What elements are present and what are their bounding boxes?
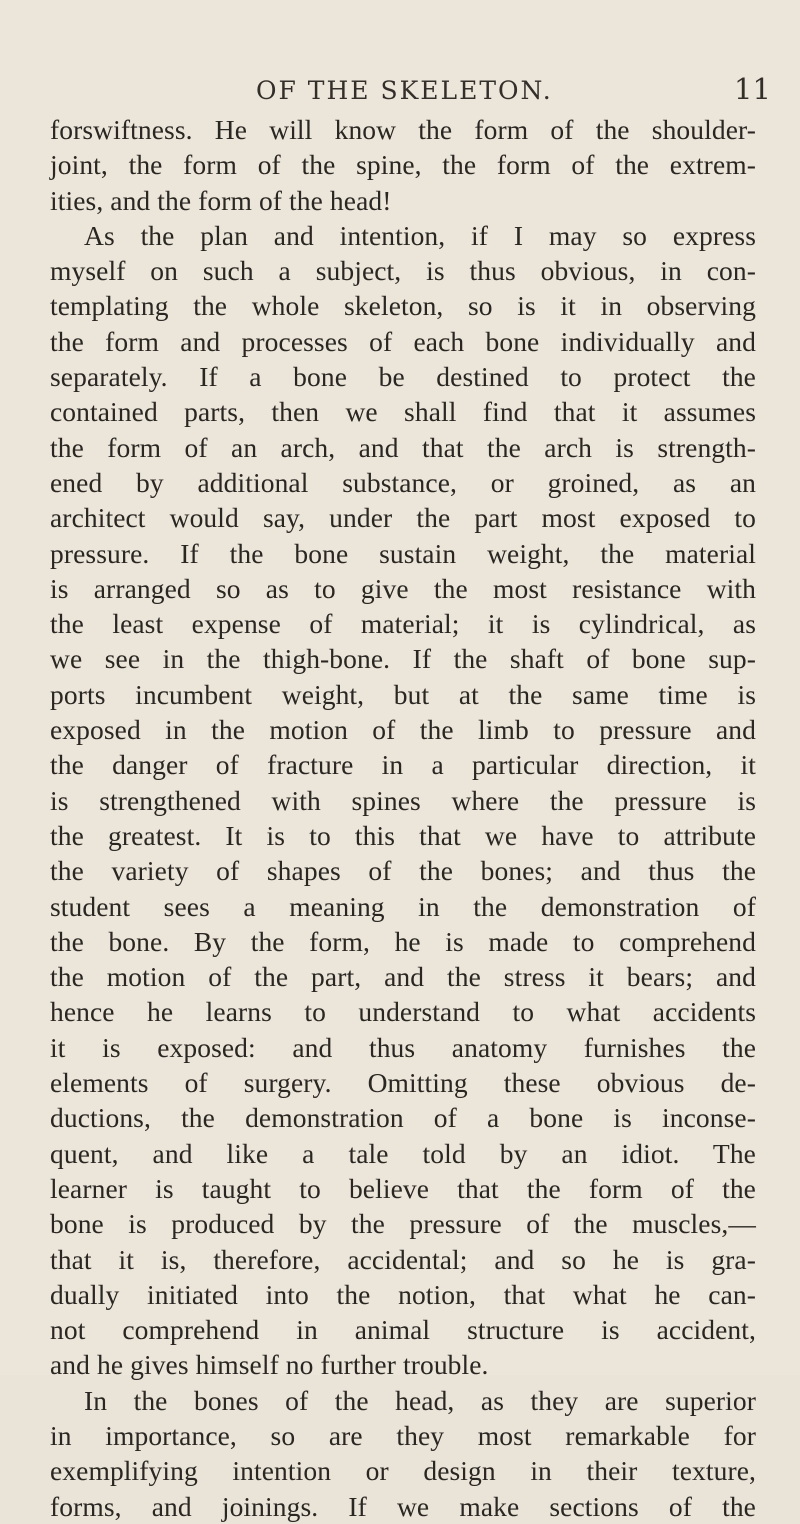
- text-line: joint, the form of the spine, the form of the extrem-: [50, 149, 756, 181]
- text-line: the greatest. It is to this that we have to attribute: [50, 819, 756, 851]
- text-line: is arranged so as to give the most resistance with: [50, 572, 756, 604]
- running-head: OF THE SKELETON.: [256, 76, 553, 105]
- text-line: in importance, so are they most remarkable for: [50, 1419, 756, 1451]
- text-line: ports incumbent weight, but at the same time is: [50, 678, 756, 710]
- text-line: pressure. If the bone sustain weight, the material: [50, 537, 756, 569]
- text-line: that it is, therefore, accidental; and so he is gra-: [50, 1243, 756, 1275]
- page-number: 11: [734, 72, 771, 106]
- text-line: contained parts, then we shall find that it assumes: [50, 396, 756, 428]
- text-line: exposed in the motion of the limb to pressure and: [50, 714, 756, 746]
- text-line: it is exposed: and thus anatomy furnishes the: [50, 1031, 756, 1063]
- text-line: the form and processes of each bone individually and: [50, 325, 756, 357]
- text-line: we see in the thigh-bone. If the shaft of bone sup-: [50, 643, 756, 675]
- text-line: learner is taught to believe that the form of the: [50, 1172, 756, 1204]
- text-line: elements of surgery. Omitting these obvious de-: [50, 1067, 756, 1099]
- text-line: the danger of fracture in a particular direction, it: [50, 749, 756, 781]
- text-line: forswiftness. He will know the form of the shoulder-: [50, 114, 756, 145]
- text-line: forms, and joinings. If we make sections of the: [50, 1490, 756, 1522]
- text-line: the form of an arch, and that the arch is strength-: [50, 431, 756, 463]
- text-line: exemplifying intention or design in their texture,: [50, 1455, 756, 1487]
- text-line: ities, and the form of the head!: [50, 184, 392, 216]
- text-line: student sees a meaning in the demonstration of: [50, 890, 756, 922]
- text-line: hence he learns to understand to what accidents: [50, 996, 756, 1028]
- text-line: the bone. By the form, he is made to comprehend: [50, 925, 756, 957]
- text-line: dually initiated into the notion, that what he can-: [50, 1278, 756, 1310]
- body-text: [50, 112, 756, 1524]
- text-line: bone is produced by the pressure of the muscles,—: [50, 1208, 756, 1240]
- text-line: In the bones of the head, as they are superior: [84, 1384, 756, 1416]
- text-line: and he gives himself no further trouble.: [50, 1349, 489, 1381]
- text-line: the motion of the part, and the stress it bears; and: [50, 961, 756, 993]
- text-line: As the plan and intention, if I may so express: [84, 219, 756, 251]
- text-line: is strengthened with spines where the pressure is: [50, 784, 756, 816]
- text-line: templating the whole skeleton, so is it in observing: [50, 290, 756, 322]
- text-line: ductions, the demonstration of a bone is inconse-: [50, 1102, 756, 1134]
- text-line: the variety of shapes of the bones; and thus the: [50, 855, 756, 887]
- text-line: the least expense of material; it is cylindrical, as: [50, 608, 756, 640]
- text-line: myself on such a subject, is thus obvious, in con-: [50, 255, 756, 287]
- text-line: not comprehend in animal structure is accident,: [50, 1314, 756, 1346]
- text-line: quent, and like a tale told by an idiot. The: [50, 1137, 756, 1169]
- text-line: separately. If a bone be destined to protect the: [50, 361, 756, 393]
- text-line: architect would say, under the part most exposed to: [50, 502, 756, 534]
- text-line: ened by additional substance, or groined, as an: [50, 466, 756, 498]
